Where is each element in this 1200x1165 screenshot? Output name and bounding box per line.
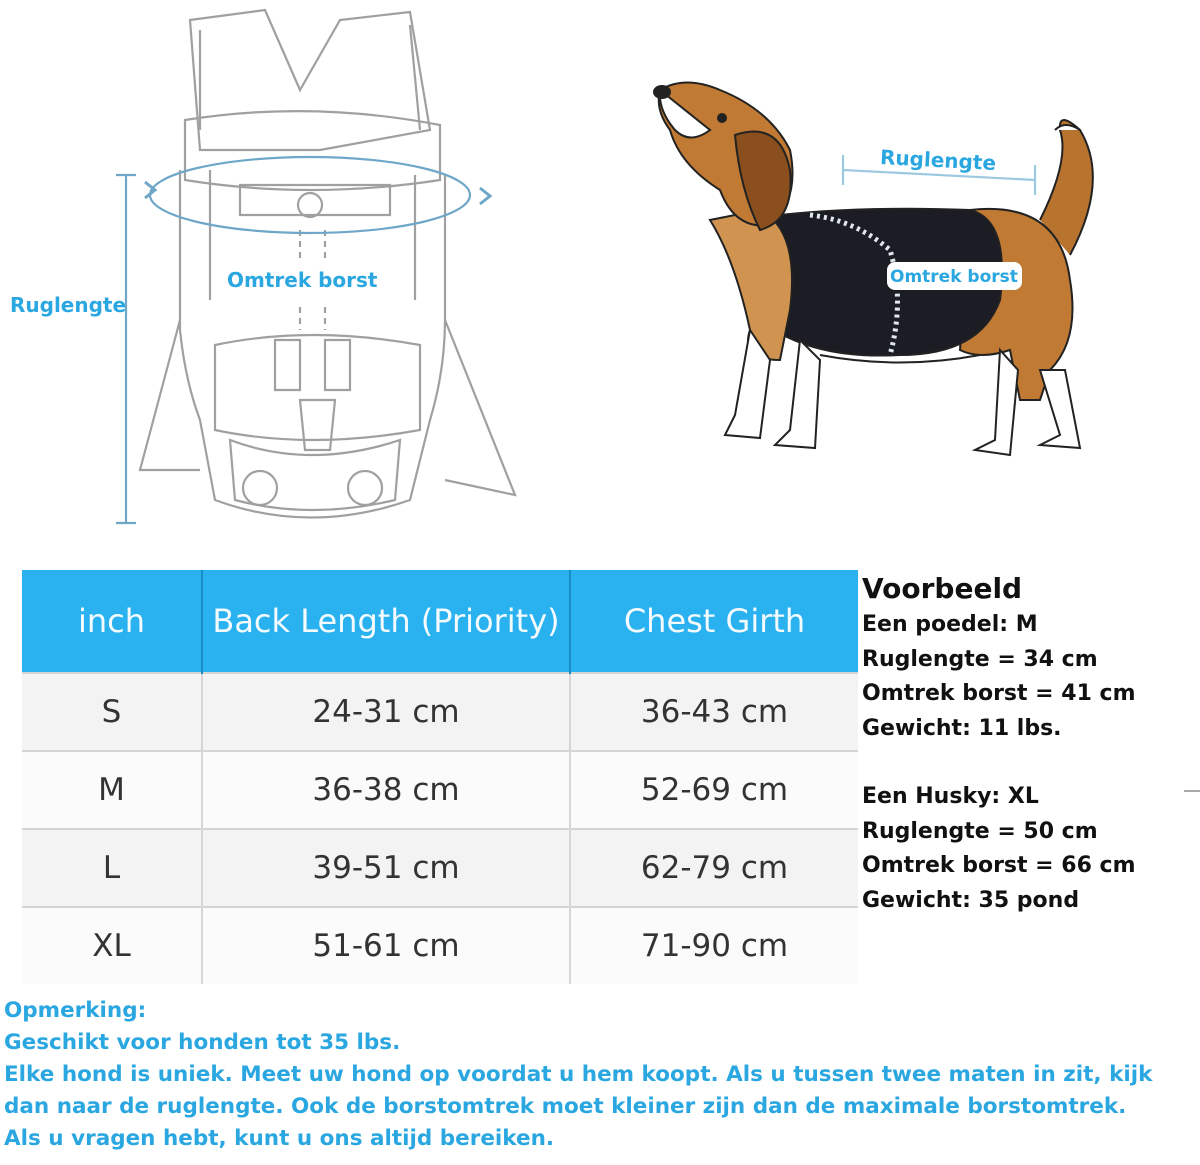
carrier-back-length-label: Ruglengte (10, 293, 127, 317)
example-line: Een Husky: XL (862, 784, 1039, 809)
table-header-row (22, 570, 858, 673)
cell-chest-girth: 62-79 cm (570, 829, 858, 907)
dog-back-length-label: Ruglengte (879, 144, 997, 176)
note-line: Als u vragen hebt, kunt u ons altijd bereiken. (4, 1126, 555, 1151)
cell-chest-girth: 36-43 cm (570, 673, 858, 751)
header-back-length: Back Length (Priority) (202, 570, 570, 673)
table-row (22, 829, 858, 907)
note-line: Elke hond is uniek. Meet uw hond op voordat u hem koopt. Als u tussen twee maten in zit, kijk dan naar de ruglengte. Ook de borstomtrek moet kleiner zijn dan de maximale borstomtrek. (4, 1062, 1153, 1119)
table-row (22, 673, 858, 751)
example-block (862, 570, 1192, 918)
example-line: Gewicht: 35 pond (862, 887, 1080, 913)
table-row (22, 907, 858, 984)
cell-back-length: 39-51 cm (202, 829, 570, 907)
example-line: Een poedel: M (862, 612, 1038, 637)
dog-chest-girth-label: Omtrek borst (890, 267, 1018, 287)
header-size: inch (22, 570, 202, 673)
carrier-chest-girth-label: Omtrek borst (227, 268, 378, 292)
cell-chest-girth: 71-90 cm (570, 907, 858, 984)
header-chest-girth: Chest Girth (570, 570, 858, 673)
cell-size: S (22, 673, 202, 751)
note-line: Geschikt voor honden tot 35 lbs. (4, 1030, 401, 1055)
example-line: Gewicht: 11 lbs. (862, 715, 1062, 741)
cell-back-length: 24-31 cm (202, 673, 570, 751)
divider-dash (1184, 790, 1200, 792)
example-line: Omtrek borst = 66 cm (862, 853, 1136, 878)
example-spacer (862, 746, 1192, 780)
dog-illustration (640, 70, 1120, 500)
cell-back-length: 36-38 cm (202, 751, 570, 829)
size-table (22, 570, 858, 984)
cell-size: L (22, 829, 202, 907)
cell-size: XL (22, 907, 202, 984)
note-title: Opmerking: (4, 998, 147, 1023)
cell-chest-girth: 52-69 cm (570, 751, 858, 829)
example-line: Ruglengte = 34 cm (862, 646, 1098, 672)
note-block (4, 995, 1194, 1155)
table-row (22, 751, 858, 829)
example-line: Omtrek borst = 41 cm (862, 681, 1136, 706)
example-title: Voorbeeld (862, 572, 1023, 605)
cell-size: M (22, 751, 202, 829)
example-line: Ruglengte = 50 cm (862, 818, 1098, 844)
cell-back-length: 51-61 cm (202, 907, 570, 984)
